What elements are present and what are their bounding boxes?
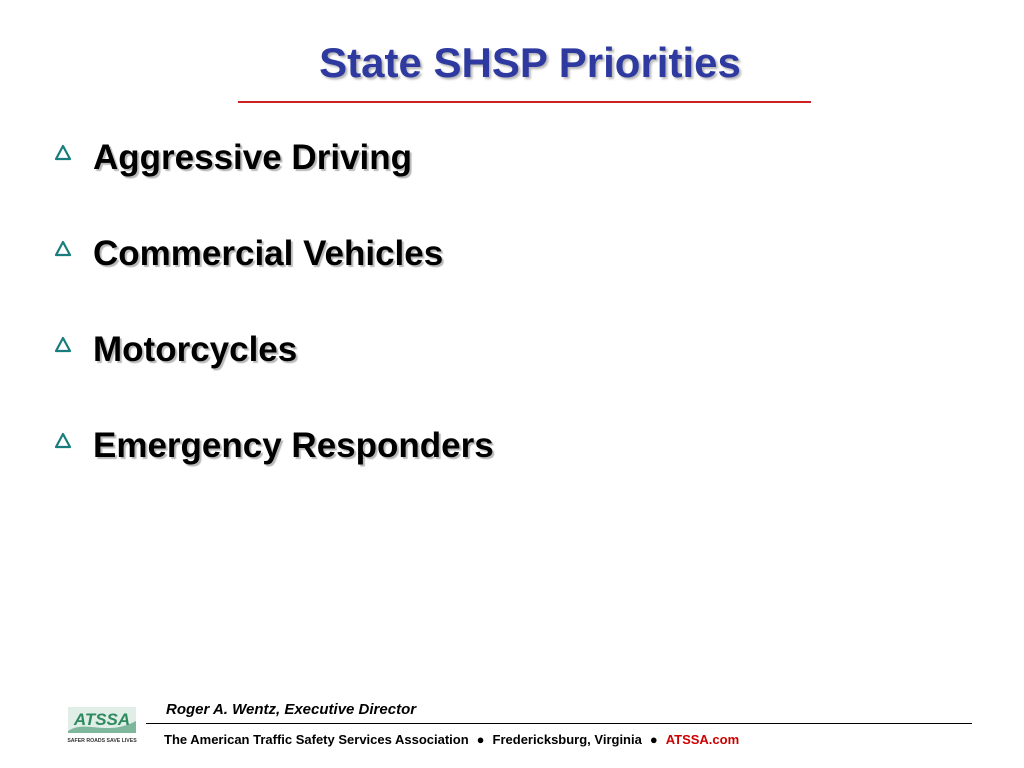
- triangle-bullet-icon: [54, 144, 72, 162]
- bullet-label: Commercial Vehicles: [93, 234, 444, 273]
- bullet-item: [54, 328, 754, 378]
- logo-wordmark: ATSSA: [73, 710, 131, 729]
- triangle-bullet-icon: [54, 336, 72, 354]
- triangle-bullet-icon: [54, 240, 72, 258]
- logo-tagline: SAFER ROADS SAVE LIVES: [67, 738, 137, 744]
- website-link[interactable]: ATSSA.com: [665, 732, 740, 747]
- separator-dot: ●: [649, 732, 658, 747]
- atssa-logo: [66, 701, 138, 745]
- separator-dot: ●: [476, 732, 485, 747]
- slide-title: State SHSP Priorities: [319, 39, 741, 86]
- footer-info: [164, 731, 739, 748]
- bullet-label: Aggressive Driving: [93, 138, 412, 177]
- bullet-item: [54, 232, 754, 282]
- location-text: Fredericksburg, Virginia: [492, 732, 642, 747]
- bullet-item: [54, 424, 754, 474]
- bullet-label: Emergency Responders: [93, 426, 494, 465]
- organization-name: The American Traffic Safety Services Association: [164, 732, 469, 747]
- triangle-bullet-icon: [54, 432, 72, 450]
- bullet-item: [54, 136, 754, 186]
- presenter-name: Roger A. Wentz, Executive Director: [166, 701, 417, 718]
- bullet-label: Motorcycles: [93, 330, 298, 369]
- footer-divider: [146, 723, 972, 724]
